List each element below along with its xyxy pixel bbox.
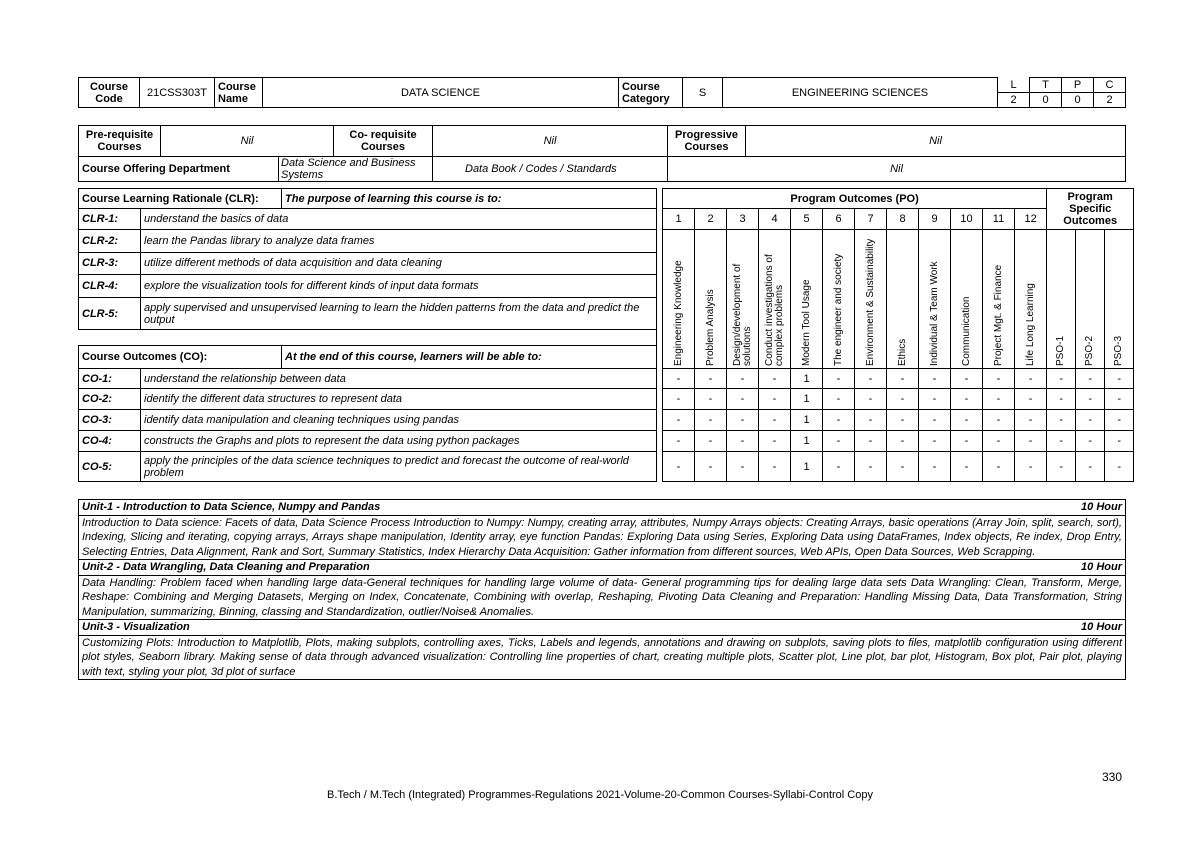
- po-mapping-cell: -: [823, 389, 855, 410]
- po-label: Conduct investigations of complex problems: [759, 230, 791, 369]
- po-number: 12: [1015, 209, 1047, 230]
- po-label: Design/development of solutions: [727, 230, 759, 369]
- coreq-label: Co- requisite Courses: [334, 126, 433, 157]
- po-label: Individual & Team Work: [919, 230, 951, 369]
- po-label: Problem Analysis: [695, 230, 727, 369]
- clr-label: Course Learning Rationale (CLR):: [79, 189, 282, 209]
- po-mapping-cell: -: [951, 410, 983, 431]
- po-mapping-cell: -: [983, 410, 1015, 431]
- po-mapping-cell: -: [663, 410, 695, 431]
- po-number: 5: [791, 209, 823, 230]
- ltpc-c-header: C: [1094, 78, 1126, 93]
- unit-hours: 10 Hour: [1039, 620, 1126, 636]
- po-mapping-cell: -: [983, 389, 1015, 410]
- pso-mapping-cell: -: [1105, 431, 1134, 452]
- clr-code: CLR-2:: [79, 230, 141, 253]
- pso-label: PSO-1: [1047, 230, 1076, 369]
- clr-text: apply supervised and unsupervised learning to learn the hidden patterns from the data and predict the output: [141, 297, 657, 329]
- pso-mapping-cell: -: [1076, 452, 1105, 482]
- po-mapping-cell: -: [1015, 410, 1047, 431]
- pso-mapping-cell: -: [1105, 452, 1134, 482]
- po-mapping-cell: -: [823, 452, 855, 482]
- po-mapping-cell: -: [695, 369, 727, 389]
- po-mapping-cell: -: [759, 410, 791, 431]
- clr-text: learn the Pandas library to analyze data frames: [141, 230, 657, 253]
- po-mapping-cell: -: [663, 431, 695, 452]
- po-mapping-cell: -: [695, 389, 727, 410]
- po-mapping-cell: -: [951, 389, 983, 410]
- ltpc-l-value: 2: [998, 93, 1030, 108]
- po-mapping-cell: -: [727, 410, 759, 431]
- ltpc-p-value: 0: [1062, 93, 1094, 108]
- po-label: Environment & Sustainability: [855, 230, 887, 369]
- co-text: constructs the Graphs and plots to represent the data using python packages: [141, 431, 657, 452]
- po-mapping-cell: -: [727, 369, 759, 389]
- pso-mapping-cell: -: [1076, 431, 1105, 452]
- progressive-label: Progressive Courses: [668, 126, 746, 157]
- po-mapping-cell: -: [855, 389, 887, 410]
- pso-title: Program Specific Outcomes: [1047, 189, 1134, 230]
- po-mapping-cell: 1: [791, 452, 823, 482]
- clr-code: CLR-1:: [79, 209, 141, 230]
- dept-label: Course Offering Department: [79, 157, 279, 182]
- ltpc-t-value: 0: [1030, 93, 1062, 108]
- co-text: identify data manipulation and cleaning techniques using pandas: [141, 410, 657, 431]
- po-mapping-cell: -: [823, 369, 855, 389]
- po-mapping-cell: -: [951, 452, 983, 482]
- po-label: Life Long Learning: [1015, 230, 1047, 369]
- po-mapping-cell: -: [1015, 452, 1047, 482]
- clr-code: CLR-5:: [79, 297, 141, 329]
- course-code-label: Course Code: [79, 78, 140, 108]
- unit-content: Data Handling: Problem faced when handling large data-General techniques for handling large volume of data- General programming tips for dealing large data sets Data Wrangling: Clean, Transform, Merge, Reshape: Combining and Merging Datasets, Merging on Index, Concatenate, Combining with overlap, Reshaping, Pivoting Data Cleaning and Preparation: Handling Missing Data, Data Transformation, String Manipulation, summarizing, Binning, classing and Standardization, outlier/Noise& Anomalies.: [79, 575, 1126, 620]
- po-mapping-cell: -: [695, 410, 727, 431]
- co-label: Course Outcomes (CO):: [79, 346, 282, 369]
- po-title: Program Outcomes (PO): [663, 189, 1047, 209]
- po-mapping-cell: -: [759, 369, 791, 389]
- po-label: Ethics: [887, 230, 919, 369]
- course-name-label: Course Name: [215, 78, 263, 108]
- po-label: Engineering Knowledge: [663, 230, 695, 369]
- clr-text: understand the basics of data: [141, 209, 657, 230]
- po-mapping-cell: -: [759, 389, 791, 410]
- pso-mapping-cell: -: [1105, 410, 1134, 431]
- co-text: apply the principles of the data science techniques to predict and forecast the outcome of real-world problem: [141, 452, 657, 482]
- unit-title: Unit-2 - Data Wrangling, Data Cleaning and Preparation: [79, 560, 1039, 576]
- course-category-label: Course Category: [619, 78, 683, 108]
- po-mapping-cell: 1: [791, 369, 823, 389]
- po-mapping-cell: -: [919, 452, 951, 482]
- po-mapping-cell: -: [855, 431, 887, 452]
- pso-label: PSO-2: [1076, 230, 1105, 369]
- po-mapping-cell: -: [823, 410, 855, 431]
- po-mapping-cell: -: [887, 410, 919, 431]
- po-number: 7: [855, 209, 887, 230]
- pso-mapping-cell: -: [1076, 410, 1105, 431]
- po-mapping-cell: -: [887, 431, 919, 452]
- clr-code: CLR-4:: [79, 275, 141, 298]
- course-header-table: [78, 77, 1126, 108]
- po-mapping-cell: -: [887, 452, 919, 482]
- po-mapping-cell: -: [887, 369, 919, 389]
- po-mapping-cell: -: [695, 452, 727, 482]
- co-code: CO-1:: [79, 369, 141, 389]
- pso-mapping-cell: -: [1047, 369, 1076, 389]
- po-mapping-cell: -: [983, 431, 1015, 452]
- po-mapping-cell: -: [727, 389, 759, 410]
- po-number: 6: [823, 209, 855, 230]
- pso-mapping-cell: -: [1047, 431, 1076, 452]
- clr-purpose: The purpose of learning this course is to:: [282, 189, 657, 209]
- co-end: At the end of this course, learners will be able to:: [282, 346, 657, 369]
- po-mapping-cell: -: [663, 452, 695, 482]
- unit-hours: 10 Hour: [1039, 500, 1126, 516]
- unit-title: Unit-1 - Introduction to Data Science, Numpy and Pandas: [79, 500, 1039, 516]
- po-number: 11: [983, 209, 1015, 230]
- po-label: The engineer and society: [823, 230, 855, 369]
- book-value: Nil: [668, 157, 1126, 182]
- po-mapping-cell: -: [663, 389, 695, 410]
- po-mapping-cell: -: [1015, 389, 1047, 410]
- pso-mapping-cell: -: [1076, 389, 1105, 410]
- progressive-value: Nil: [746, 126, 1126, 157]
- po-label: Communication: [951, 230, 983, 369]
- clr-code: CLR-3:: [79, 252, 141, 275]
- po-mapping-cell: -: [983, 452, 1015, 482]
- co-code: CO-5:: [79, 452, 141, 482]
- unit-content: Introduction to Data science: Facets of data, Data Science Process Introduction to Numpy: Numpy, creating array, attributes, Numpy Arrays objects: Creating Arrays, basic operations (Array Join, split, search, sort), Indexing, Slicing and iterating, copying arrays, Arrays shape manipulation, Identity array, eye function Pandas: Exploring Data using Series, Exploring Data using DataFrames, Index objects, Re index, Drop Entry, Selecting Entries, Data Alignment, Rank and Sort, Summary Statistics, Index Hierarchy Data Acquisition: Gather information from different sources, Web APIs, Open Data Sources, Web Scrapping.: [79, 515, 1126, 560]
- po-mapping-cell: -: [759, 431, 791, 452]
- po-mapping-cell: -: [727, 452, 759, 482]
- po-number: 3: [727, 209, 759, 230]
- ltpc-c-value: 2: [1094, 93, 1126, 108]
- co-text: understand the relationship between data: [141, 369, 657, 389]
- ltpc-p-header: P: [1062, 78, 1094, 93]
- pso-mapping-cell: -: [1047, 389, 1076, 410]
- prereq-label: Pre-requisite Courses: [79, 126, 161, 157]
- po-mapping-cell: -: [887, 389, 919, 410]
- po-number: 2: [695, 209, 727, 230]
- unit-hours: 10 Hour: [1039, 560, 1126, 576]
- book-label: Data Book / Codes / Standards: [433, 157, 668, 182]
- po-number: 10: [951, 209, 983, 230]
- pso-mapping-cell: -: [1105, 389, 1134, 410]
- po-mapping-cell: -: [823, 431, 855, 452]
- pso-mapping-cell: -: [1047, 452, 1076, 482]
- po-mapping-cell: -: [951, 369, 983, 389]
- page-number: 330: [1101, 770, 1122, 784]
- po-mapping-cell: -: [919, 389, 951, 410]
- po-mapping-cell: -: [983, 369, 1015, 389]
- po-label: Modern Tool Usage: [791, 230, 823, 369]
- ltpc-l-header: L: [998, 78, 1030, 93]
- outcome-matrix: [78, 188, 1134, 482]
- co-code: CO-2:: [79, 389, 141, 410]
- ltpc-t-header: T: [1030, 78, 1062, 93]
- po-mapping-cell: -: [1015, 431, 1047, 452]
- pso-mapping-cell: -: [1105, 369, 1134, 389]
- pso-mapping-cell: -: [1076, 369, 1105, 389]
- course-category-name: ENGINEERING SCIENCES: [723, 78, 998, 108]
- pso-label: PSO-3: [1105, 230, 1134, 369]
- unit-content: Customizing Plots: Introduction to Matplotlib, Plots, making subplots, controlling axes, Ticks, Labels and legends, annotations and drawing on subplots, saving plots to files, matplotlib configuration using different plot styles, Seaborn library. Making sense of data through advanced visualization: Controlling line properties of chart, creating multiple plots, Scatter plot, Line plot, bar plot, Histogram, Box plot, Pair plot, playing with text, styling your plot, 3d plot of surface: [79, 635, 1126, 680]
- po-mapping-cell: -: [855, 452, 887, 482]
- prerequisite-table: [78, 125, 1126, 182]
- po-mapping-cell: -: [855, 369, 887, 389]
- po-number: 1: [663, 209, 695, 230]
- po-number: 8: [887, 209, 919, 230]
- po-mapping-cell: 1: [791, 431, 823, 452]
- co-code: CO-3:: [79, 410, 141, 431]
- po-mapping-cell: -: [1015, 369, 1047, 389]
- prereq-value: Nil: [161, 126, 334, 157]
- co-text: identify the different data structures to represent data: [141, 389, 657, 410]
- po-number: 4: [759, 209, 791, 230]
- course-category: S: [683, 78, 723, 108]
- unit-title: Unit-3 - Visualization: [79, 620, 1039, 636]
- co-code: CO-4:: [79, 431, 141, 452]
- po-number: 9: [919, 209, 951, 230]
- coreq-value: Nil: [433, 126, 668, 157]
- po-mapping-cell: 1: [791, 389, 823, 410]
- po-mapping-cell: -: [919, 431, 951, 452]
- dept-value: Data Science and Business Systems: [279, 157, 433, 182]
- clr-text: explore the visualization tools for different kinds of input data formats: [141, 275, 657, 298]
- pso-mapping-cell: -: [1047, 410, 1076, 431]
- course-name: DATA SCIENCE: [263, 78, 619, 108]
- po-mapping-cell: -: [727, 431, 759, 452]
- units-table: [78, 499, 1126, 680]
- po-mapping-cell: -: [919, 369, 951, 389]
- po-mapping-cell: -: [855, 410, 887, 431]
- po-label: Project Mgt. & Finance: [983, 230, 1015, 369]
- po-mapping-cell: -: [951, 431, 983, 452]
- po-mapping-cell: -: [759, 452, 791, 482]
- po-mapping-cell: -: [663, 369, 695, 389]
- clr-text: utilize different methods of data acquisition and data cleaning: [141, 252, 657, 275]
- po-mapping-cell: -: [919, 410, 951, 431]
- course-code: 21CSS303T: [140, 78, 215, 108]
- po-mapping-cell: 1: [791, 410, 823, 431]
- page-footer: B.Tech / M.Tech (Integrated) Programmes-Regulations 2021-Volume-20-Common Courses-Syllabi-Control Copy: [327, 789, 873, 801]
- po-mapping-cell: -: [695, 431, 727, 452]
